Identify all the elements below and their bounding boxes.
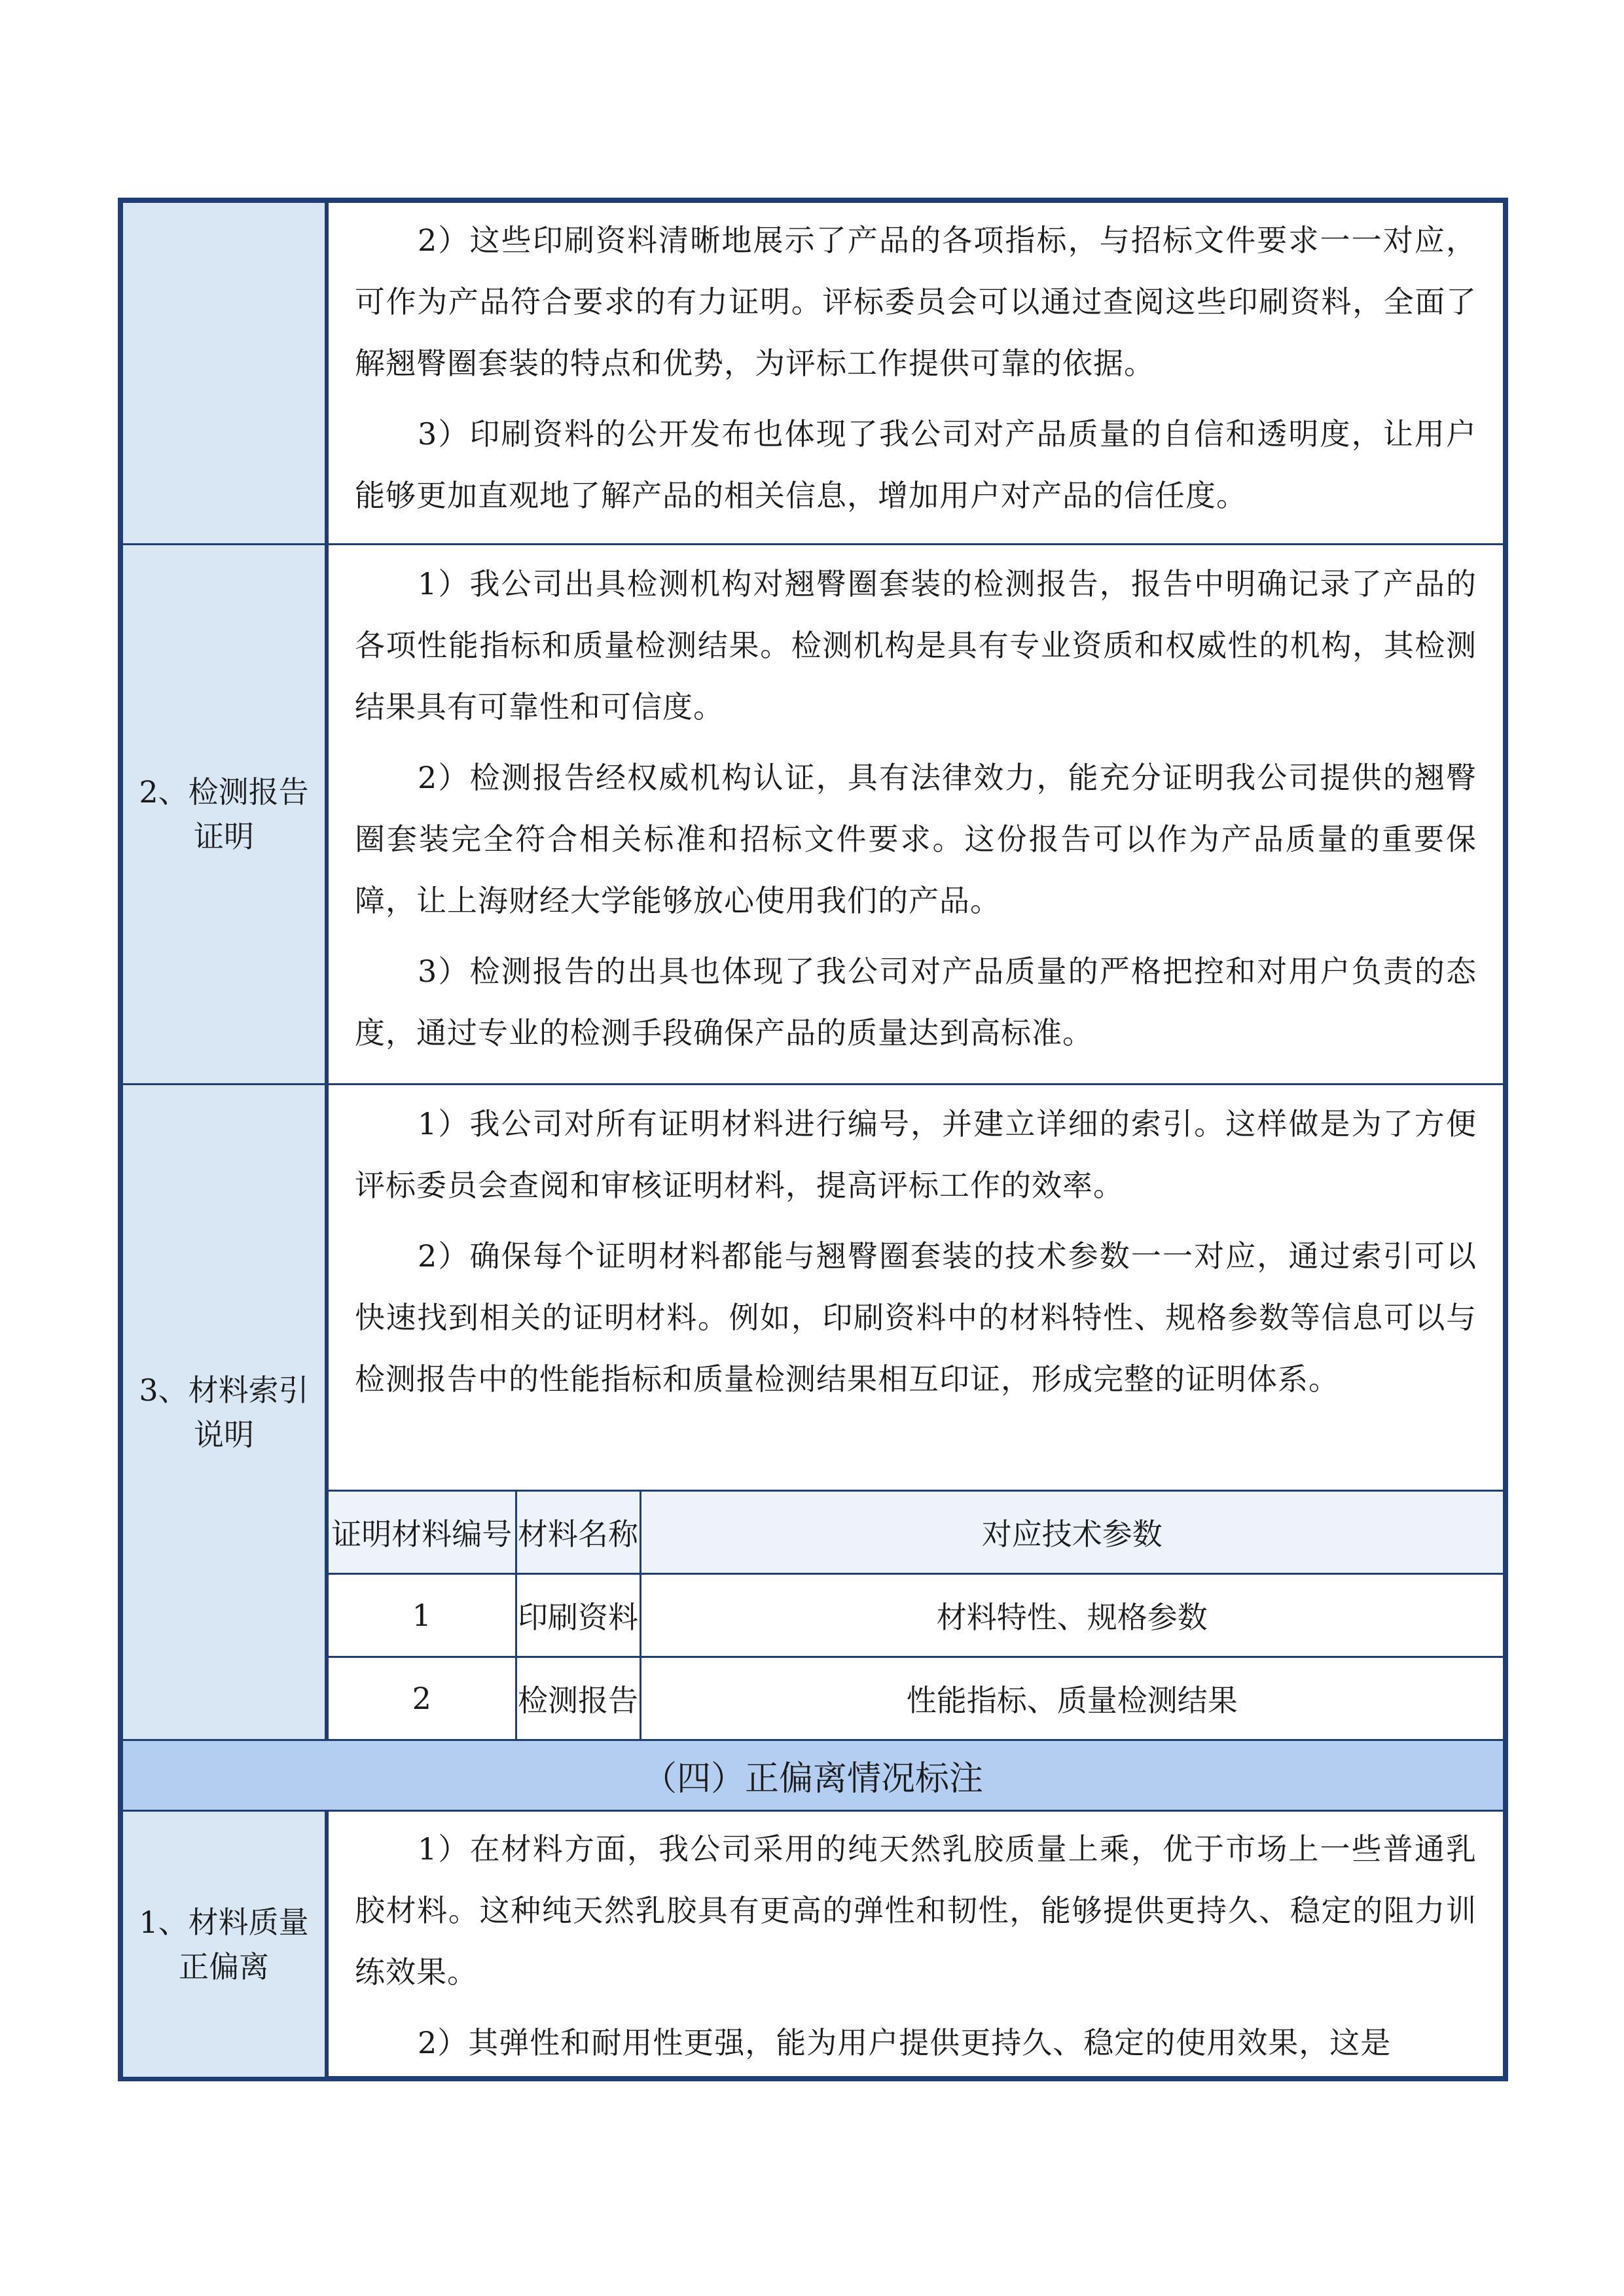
section-print-materials-cont bbox=[123, 203, 1503, 543]
paragraph: 1）我公司对所有证明材料进行编号，并建立详细的索引。这样做是为了方便评标委员会查阅和审核证明材料，提高评标工作的效率。 bbox=[355, 1106, 1477, 1203]
paragraph: 1）在材料方面，我公司采用的纯天然乳胶质量上乘，优于市场上一些普通乳胶材料。这种纯天然乳胶具有更高的弹性和韧性，能够提供更持久、稳定的阻力训练效果。 bbox=[355, 1831, 1477, 1990]
paragraph: 2）这些印刷资料清晰地展示了产品的各项指标，与招标文件要求一一对应，可作为产品符合要求的有力证明。评标委员会可以通过查阅这些印刷资料，全面了解翘臀圈套装的特点和优势，为评标工作提供可靠的依据。 bbox=[355, 223, 1477, 381]
table-cell: 2 bbox=[329, 1657, 516, 1739]
deviation-section-header: （四）正偏离情况标注 bbox=[123, 1739, 1503, 1810]
index-table-wrapper bbox=[329, 1490, 1503, 1739]
section-body bbox=[329, 203, 1503, 543]
paragraph: 2）检测报告经权威机构认证，具有法律效力，能充分证明我公司提供的翘臀圈套装完全符合相关标准和招标文件要求。这份报告可以作为产品质量的重要保障，让上海财经大学能够放心使用我们的产品。 bbox=[355, 760, 1477, 918]
section-label-empty bbox=[123, 203, 329, 543]
table-header-cell: 材料名称 bbox=[516, 1492, 640, 1573]
table-row bbox=[329, 1573, 1503, 1657]
section-material-quality bbox=[123, 1810, 1503, 2077]
paragraph: 3）印刷资料的公开发布也体现了我公司对产品质量的自信和透明度，让用户能够更加直观地了解产品的相关信息，增加用户对产品的信任度。 bbox=[355, 416, 1477, 513]
section-label: 1、材料质量正偏离 bbox=[123, 1812, 329, 2077]
paragraph: 1）我公司出具检测机构对翘臀圈套装的检测报告，报告中明确记录了产品的各项性能指标和质量检测结果。检测机构是具有专业资质和权威性的机构，其检测结果具有可靠性和可信度。 bbox=[355, 566, 1477, 725]
section-body bbox=[329, 1812, 1503, 2077]
table-cell: 1 bbox=[329, 1573, 516, 1657]
section-material-index bbox=[123, 1083, 1503, 1739]
table-cell: 检测报告 bbox=[516, 1657, 640, 1739]
table-cell: 印刷资料 bbox=[516, 1573, 640, 1657]
section-test-report bbox=[123, 543, 1503, 1083]
paragraph: 3）检测报告的出具也体现了我公司对产品质量的严格把控和对用户负责的态度，通过专业的检测手段确保产品的质量达到高标准。 bbox=[355, 954, 1477, 1050]
section-label: 2、检测报告证明 bbox=[123, 545, 329, 1083]
content-table bbox=[118, 198, 1508, 2081]
paragraph: 2）确保每个证明材料都能与翘臀圈套装的技术参数一一对应，通过索引可以快速找到相关的证明材料。例如，印刷资料中的材料特性、规格参数等信息可以与检测报告中的性能指标和质量检测结果相互印证，形成完整的证明体系。 bbox=[355, 1238, 1477, 1397]
table-cell: 材料特性、规格参数 bbox=[640, 1573, 1503, 1657]
section-label: 3、材料索引说明 bbox=[123, 1085, 329, 1739]
table-row bbox=[329, 1657, 1503, 1739]
table-header-cell: 证明材料编号 bbox=[329, 1492, 516, 1573]
section-body bbox=[329, 545, 1503, 1083]
table-header-cell: 对应技术参数 bbox=[640, 1492, 1503, 1573]
table-cell: 性能指标、质量检测结果 bbox=[640, 1657, 1503, 1739]
index-table bbox=[329, 1492, 1503, 1739]
paragraph: 2）其弹性和耐用性更强，能为用户提供更持久、稳定的使用效果，这是 bbox=[418, 2025, 1392, 2060]
table-header-row bbox=[329, 1492, 1503, 1573]
